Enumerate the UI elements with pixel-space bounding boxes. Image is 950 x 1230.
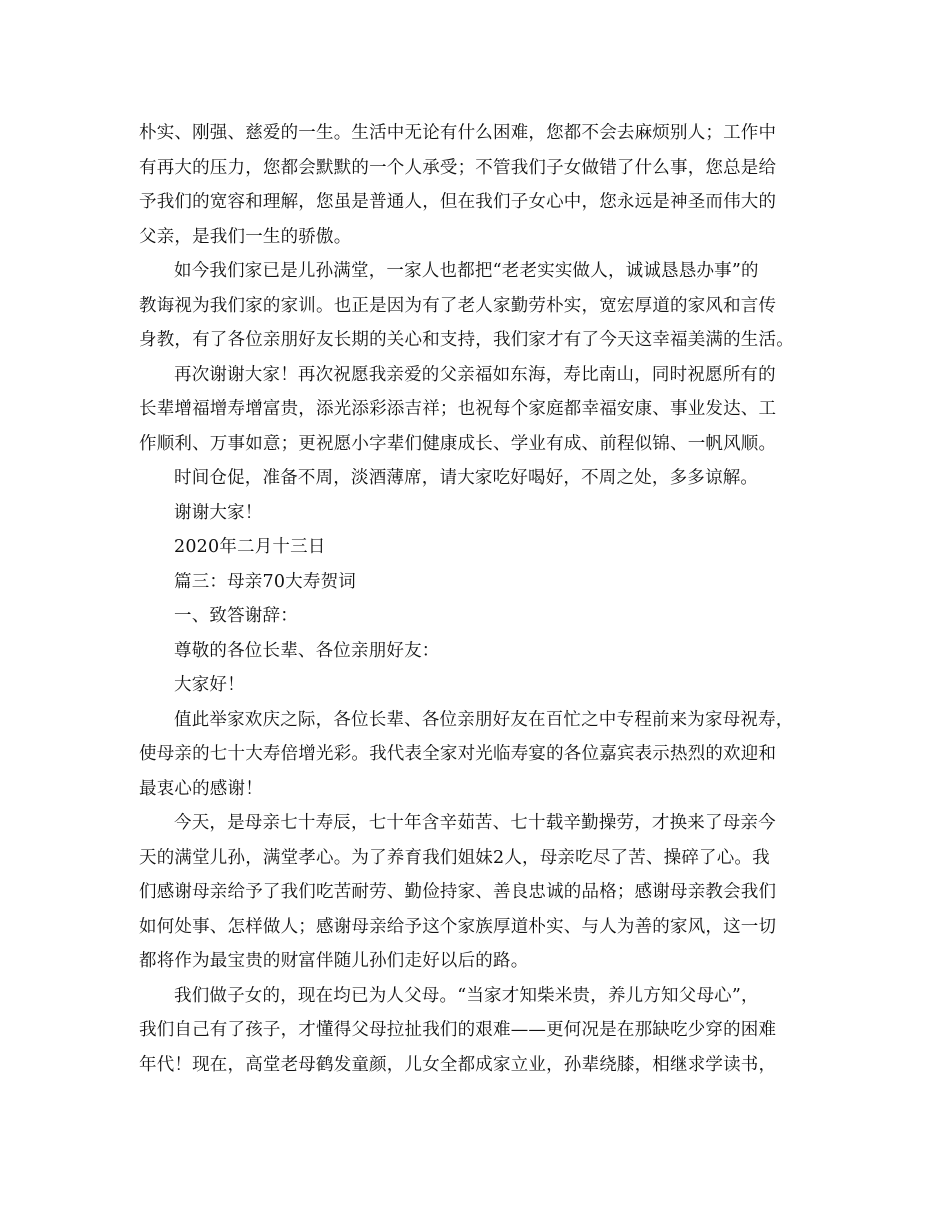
text-line: 今天，是母亲七十寿辰，七十年含辛茹苦、七十载辛勤操劳，才换来了母亲今: [174, 813, 776, 833]
text-line: 再次谢谢大家！再次祝愿我亲爱的父亲福如东海，寿比南山，同时祝愿所有的: [174, 364, 776, 385]
text-line: 如何处事、怎样做人；感谢母亲给予这个家族厚道朴实、与人为善的家风，这一切: [139, 916, 777, 937]
text-line: 有再大的压力，您都会默默的一个人承受；不管我们子女做错了什么事，您总是给: [139, 157, 777, 178]
text-line: 教诲视为我们家的家训。也正是因为有了老人家勤劳朴实，宽宏厚道的家风和言传: [139, 295, 777, 316]
text-line: 身教，有了各位亲朋好友长期的关心和支持，我们家才有了今天这幸福美满的生活。: [139, 330, 794, 350]
text-line: 2020年二月十三日: [174, 537, 326, 557]
text-line: 父亲，是我们一生的骄傲。: [139, 226, 352, 247]
text-line: 最衷心的感谢！: [139, 778, 263, 799]
text-line: 尊敬的各位长辈、各位亲朋好友：: [174, 640, 440, 661]
text-line: 都将作为最宝贵的财富伴随儿孙们走好以后的路。: [139, 951, 529, 971]
text-line: 篇三：母亲70大寿贺词: [174, 571, 356, 592]
text-line: 我们自己有了孩子，才懂得父母拉扯我们的艰难——更何况是在那缺吃少穿的困难: [139, 1020, 777, 1040]
document-body: [139, 116, 819, 1082]
text-line: 时间仓促，准备不周，淡酒薄席，请大家吃好喝好，不周之处，多多谅解。: [174, 468, 759, 488]
text-line: 我们做子女的，现在均已为人父母。“当家才知柴米贵，养儿方知父母心”，: [174, 985, 759, 1006]
text-line: 大家好！: [174, 675, 245, 695]
text-line: 值此举家欢庆之际，各位长辈、各位亲朋好友在百忙之中专程前来为家母祝寿，: [174, 709, 794, 730]
text-line: 谢谢大家！: [174, 502, 263, 523]
text-line: 天的满堂儿孙，满堂孝心。为了养育我们姐妹2人，母亲吃尽了苦、操碎了心。我: [139, 847, 770, 868]
text-line: 如今我们家已是儿孙满堂，一家人也都把“老老实实做人，诚诚恳恳办事”的: [174, 261, 759, 281]
text-line: 予我们的宽容和理解，您虽是普通人，但在我们子女心中，您永远是神圣而伟大的: [139, 192, 777, 212]
text-line: 们感谢母亲给予了我们吃苦耐劳、勤俭持家、善良忠诚的品格；感谢母亲教会我们: [139, 882, 777, 902]
text-line: 作顺利、万事如意；更祝愿小字辈们健康成长、学业有成、前程似锦、一帆风顺。: [139, 433, 777, 454]
text-line: 长辈增福增寿增富贵，添光添彩添吉祥；也祝每个家庭都幸福安康、事业发达、工: [139, 399, 777, 419]
text-line: 朴实、刚强、慈爱的一生。生活中无论有什么困难，您都不会去麻烦别人；工作中: [139, 123, 777, 143]
text-line: 一、致答谢辞：: [174, 606, 298, 626]
text-line: 使母亲的七十大寿倍增光彩。我代表全家对光临寿宴的各位嘉宾表示热烈的欢迎和: [139, 744, 777, 764]
text-line: 年代！现在，高堂老母鹤发童颜，儿女全都成家立业，孙辈绕膝，相继求学读书，: [139, 1054, 777, 1075]
